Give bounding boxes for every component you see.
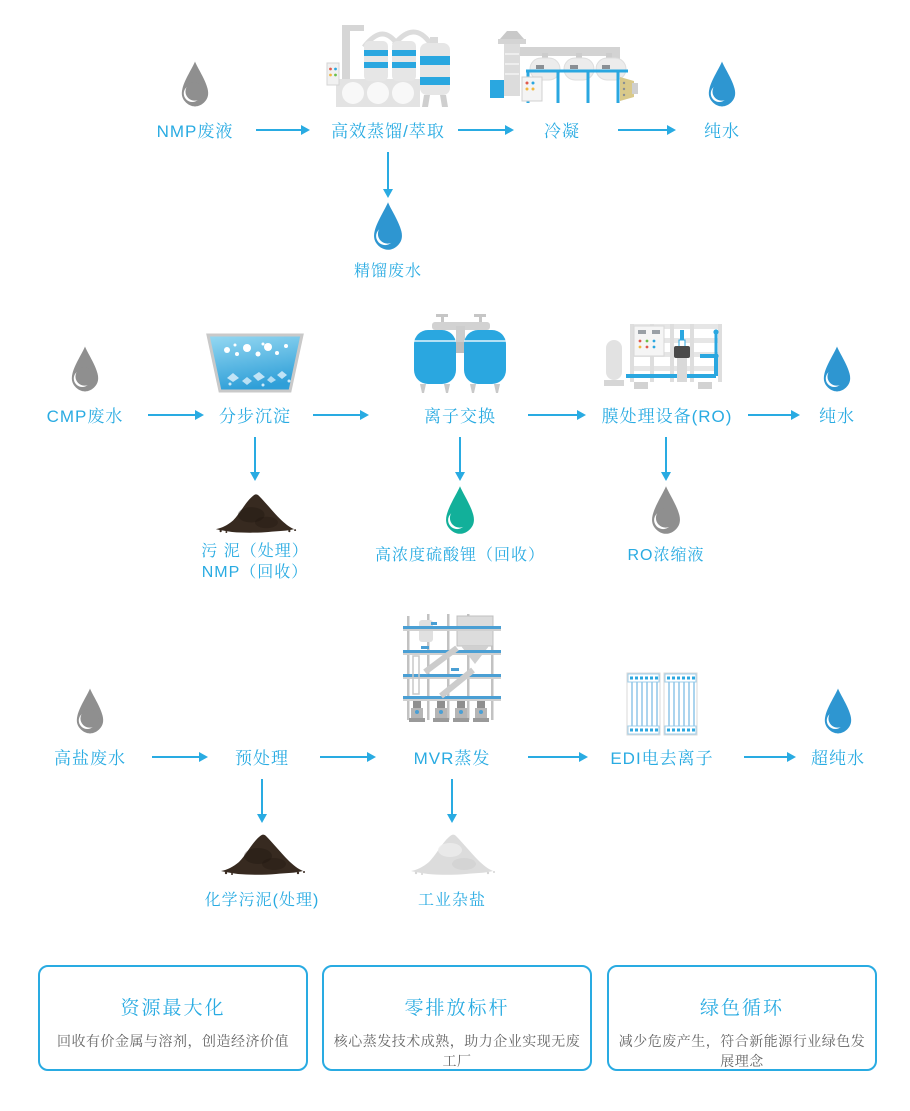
water-drop-blue-icon <box>820 344 854 394</box>
node-high-salt-wastewater <box>35 686 145 769</box>
byproduct-lithium-sulfate <box>360 484 560 566</box>
water-drop-gray-icon <box>648 484 684 536</box>
salt-pile-icon <box>408 828 496 876</box>
flow-arrow <box>256 129 308 131</box>
mvr-evaporator-icon <box>401 606 503 736</box>
flow-arrow <box>313 414 367 416</box>
node-nmp-waste <box>135 59 255 142</box>
benefit-title: 资源最大化 <box>120 998 226 1019</box>
water-drop-blue-icon <box>370 200 406 252</box>
byproduct-industrial-salt <box>362 828 542 911</box>
byproduct-sludge-nmp <box>165 488 345 583</box>
node-cmp-wastewater <box>30 344 140 427</box>
node-edi <box>597 672 727 769</box>
node-label: EDI电去离子 <box>610 749 714 768</box>
benefit-desc: 减少危废产生，符合新能源行业绿色发展理念 <box>618 1033 866 1069</box>
water-drop-gray-icon <box>73 686 107 736</box>
byproduct-ro-concentrate <box>576 484 756 566</box>
byproduct-chemical-sludge <box>172 828 352 911</box>
byproduct-label: 化学污泥(处理) <box>204 892 320 909</box>
water-drop-gray-icon <box>68 344 102 394</box>
node-label: CMP废水 <box>46 407 124 426</box>
benefit-desc: 核心蒸发技术成熟，助力企业实现无废工厂 <box>333 1033 581 1069</box>
node-mvr-evaporation <box>392 606 512 769</box>
node-pure-water-1 <box>672 59 772 142</box>
byproduct-label: 工业杂盐 <box>417 892 486 909</box>
node-label: 高盐废水 <box>54 749 126 768</box>
flow-arrow <box>152 756 206 758</box>
benefit-desc: 回收有价金属与溶剂，创造经济价值 <box>57 1033 289 1049</box>
node-ro-membrane <box>592 318 742 427</box>
sludge-pile-icon <box>218 828 306 876</box>
branch-arrow <box>459 437 461 479</box>
node-label: 离子交换 <box>424 407 496 426</box>
branch-arrow <box>254 437 256 479</box>
flow-arrow <box>618 129 674 131</box>
node-ion-exchange <box>405 314 515 427</box>
flow-arrow <box>458 129 512 131</box>
distillation-plant-icon <box>326 19 450 109</box>
byproduct-label: 高浓度硫酸锂（回收） <box>374 547 545 564</box>
branch-arrow <box>451 779 453 821</box>
benefit-title: 绿色循环 <box>699 998 784 1019</box>
byproduct-label: RO浓缩液 <box>627 547 705 564</box>
node-label: 纯水 <box>704 122 740 141</box>
node-pure-water-2 <box>792 344 882 427</box>
node-label: 膜处理设备(RO) <box>601 407 733 426</box>
node-label: 预处理 <box>235 749 289 768</box>
benefit-card-green-cycle <box>607 965 877 1071</box>
water-drop-gray-icon <box>178 59 212 109</box>
node-pretreatment <box>212 749 312 769</box>
byproduct-label: 精馏废水 <box>353 263 422 280</box>
node-label: NMP废液 <box>156 122 234 141</box>
edi-module-icon <box>626 672 698 736</box>
node-step-sedimentation <box>200 332 310 427</box>
water-drop-blue-icon <box>821 686 855 736</box>
flow-arrow <box>320 756 374 758</box>
node-distillation <box>308 19 468 142</box>
node-label: 分步沉淀 <box>219 407 291 426</box>
flow-arrow <box>148 414 202 416</box>
ro-membrane-unit-icon <box>604 318 730 394</box>
branch-arrow <box>387 152 389 196</box>
flow-arrow <box>528 756 586 758</box>
byproduct-label: 污 泥（处理） NMP（回收） <box>201 543 309 581</box>
benefit-card-zero-discharge <box>322 965 592 1071</box>
benefit-card-resource-max <box>38 965 308 1071</box>
water-drop-blue-icon <box>705 59 739 109</box>
sedimentation-basin-icon <box>205 332 305 394</box>
branch-arrow <box>665 437 667 479</box>
flow-arrow <box>748 414 798 416</box>
node-label: 纯水 <box>819 407 855 426</box>
byproduct-distilled-wastewater <box>318 200 458 282</box>
flow-arrow <box>528 414 584 416</box>
node-label: 高效蒸馏/萃取 <box>331 122 445 141</box>
branch-arrow <box>261 779 263 821</box>
node-ultrapure-water <box>788 686 888 769</box>
ion-exchange-tanks-icon <box>412 314 508 394</box>
flow-arrow <box>744 756 794 758</box>
condenser-unit-icon <box>486 25 638 109</box>
benefit-title: 零排放标杆 <box>404 998 510 1019</box>
node-label: MVR蒸发 <box>413 749 491 768</box>
node-label: 冷凝 <box>544 122 580 141</box>
node-label: 超纯水 <box>811 749 865 768</box>
sludge-pile-icon <box>213 488 297 534</box>
water-drop-teal-icon <box>442 484 478 536</box>
